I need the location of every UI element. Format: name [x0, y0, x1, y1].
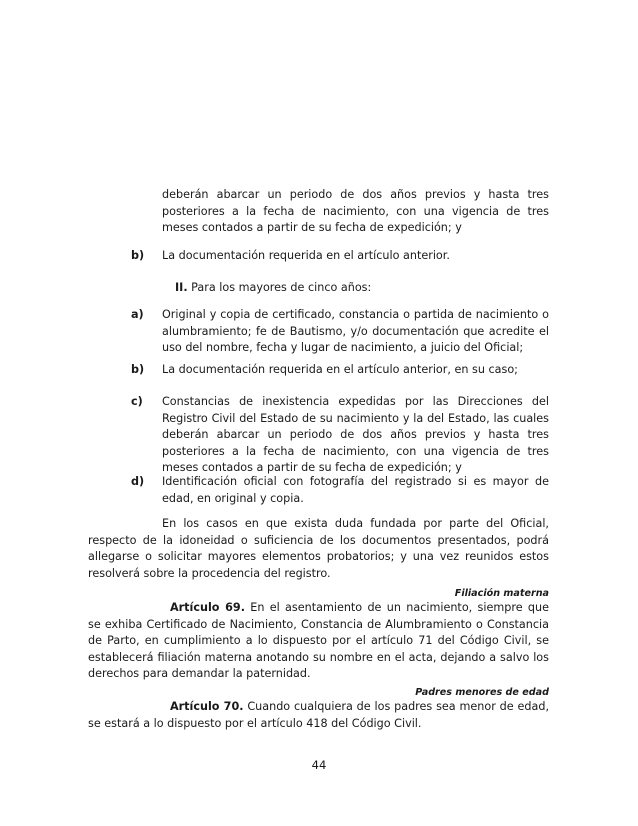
article-label: Artículo 69. — [170, 601, 245, 614]
item-label: c) — [131, 395, 143, 408]
item-text: Identificación oficial con fotografía del registrado si es mayor de edad, en original y copia. — [162, 475, 549, 505]
heading-filiacion-materna: Filiación materna — [454, 588, 549, 599]
item-text: Constancias de inexistencia expedidas por las Direcciones del Registro Civil del Estado de su nacimiento y la del Estado, las cuales deberán abarcar un periodo de dos años previos y hasta tres posteriores a la fecha de nacimiento, con una vigencia de tres meses contados a partir de su fecha de expedición; y — [162, 395, 549, 474]
list-item-b — [131, 248, 549, 265]
item-text: La documentación requerida en el artículo anterior. — [162, 249, 450, 262]
item-label: b) — [131, 249, 145, 262]
doubt-paragraph: En los casos en que exista duda fundada por parte del Oficial, respecto de la idoneidad o suficiencia de los documentos presentados, podrá allegarse o solicitar mayores elementos probatorios; y una vez reunidos estos resolverá sobre la procedencia del registro. — [88, 517, 549, 580]
section-heading-ii — [175, 280, 555, 297]
item-text: Original y copia de certificado, constancia o partida de nacimiento o alumbramiento; fe de Bautismo, y/o documentación que acredite el uso del nombre, fecha y lugar de nacimiento, a juicio del Oficial; — [162, 308, 549, 354]
list-item-a — [131, 307, 549, 357]
list-item-b-second — [131, 362, 549, 379]
item-label: b) — [131, 363, 145, 376]
heading-padres-menores: Padres menores de edad — [415, 687, 549, 698]
list-item-c — [131, 394, 549, 477]
list-item-d — [131, 474, 549, 507]
article-70 — [88, 699, 549, 732]
item-label: a) — [131, 308, 144, 321]
item-label: d) — [131, 475, 145, 488]
article-label: Artículo 70. — [170, 700, 244, 713]
item-text: La documentación requerida en el artículo anterior, en su caso; — [162, 363, 518, 376]
section-text: Para los mayores de cinco años: — [191, 281, 372, 294]
article-text: En el asentamiento de un nacimiento, siempre que se exhiba Certificado de Nacimiento, Constancia de Alumbramiento o Constancia de Parto, en cumplimiento a lo dispuesto por el artículo 71 del Código Civil, se establecerá filiación materna anotando su nombre en el acta, dejando a salvo los derechos para demandar la paternidad. — [88, 601, 549, 680]
article-text: Cuando cualquiera de los padres sea menor de edad, se estará a lo dispuesto por el artículo 418 del Código Civil. — [88, 700, 549, 730]
page-number: 44 — [311, 758, 327, 772]
section-label: II. — [175, 281, 188, 294]
continuation-paragraph: deberán abarcar un periodo de dos años previos y hasta tres posteriores a la fecha de nacimiento, con una vigencia de tres meses contados a partir de su fecha de expedición; y — [162, 188, 549, 234]
article-69 — [88, 600, 549, 683]
